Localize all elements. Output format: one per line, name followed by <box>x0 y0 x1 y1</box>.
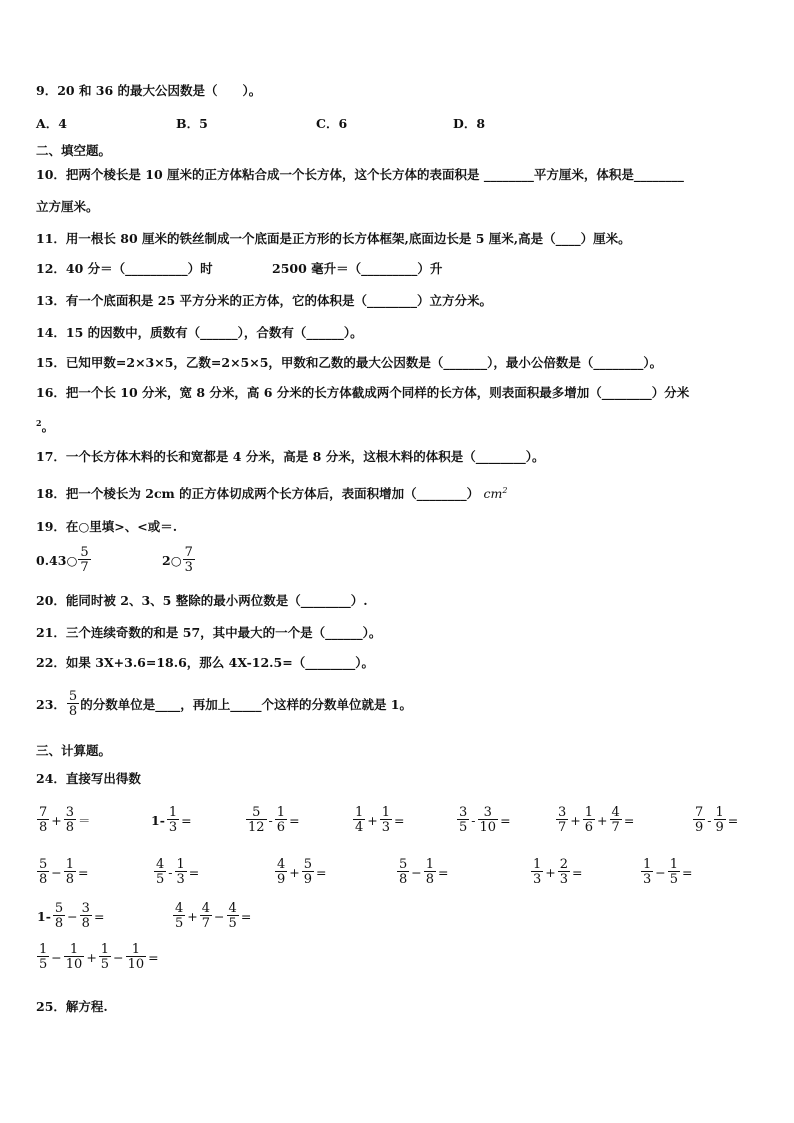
question-22: 22．如果 3X+3.6=18.6，那么 4X-12.5=（________）。 <box>36 655 374 670</box>
fraction: $\frac{3}{5}$ <box>459 805 468 835</box>
calc-equals: = <box>727 812 739 828</box>
question-12-part1: 12．40 分＝（__________）时 <box>36 261 213 276</box>
question-23 <box>36 690 412 718</box>
fraction: $\frac{3}{8}$ <box>65 805 75 835</box>
fraction: $\frac{5}{8}$ <box>54 901 64 931</box>
calc-operator: - <box>471 812 476 828</box>
calc-equals: = <box>682 864 693 880</box>
calc-lead: 1- <box>151 812 165 828</box>
calc-equals: = <box>240 908 252 924</box>
section-heading-calculation: 三、计算题。 <box>36 743 112 758</box>
q23-prefix: 23． <box>36 697 66 712</box>
fraction: $\frac{3}{7}$ <box>558 805 567 835</box>
q18-text: 18．把一个棱长为 2cm 的正方体切成两个长方体后，表面积增加（________） <box>36 486 480 502</box>
q19-item-1 <box>36 546 92 574</box>
calc-equals: = <box>181 812 192 828</box>
question-18 <box>36 482 507 503</box>
calc-operator: − <box>67 908 78 924</box>
calc-operator: − <box>214 908 225 924</box>
fraction: $\frac{4}{5}$ <box>228 901 237 931</box>
fraction: $\frac{2}{3}$ <box>559 857 569 887</box>
calc-expression-e13 <box>640 858 694 886</box>
calc-operator: + <box>545 864 556 880</box>
fraction: $\frac{4}{5}$ <box>175 901 184 931</box>
calc-equals: = <box>394 812 405 828</box>
fraction: $\frac{1}{9}$ <box>715 805 724 835</box>
question-15: 15．已知甲数=2×3×5，乙数=2×5×5，甲数和乙数的最大公因数是（_______），最小公倍数是（________）。 <box>36 355 663 370</box>
question-21: 21．三个连续奇数的和是 57，其中最大的一个是（______）。 <box>36 625 382 640</box>
calc-operator: + <box>86 949 97 965</box>
fraction: $\frac{1}{8}$ <box>65 857 75 887</box>
fraction: $\frac{4}{9}$ <box>277 857 286 887</box>
calc-operator: - <box>268 812 273 828</box>
fraction: $\frac{1}{8}$ <box>425 857 435 887</box>
fraction: $\frac{1}{6}$ <box>584 805 594 835</box>
question-24-title: 24．直接写出得数 <box>36 771 141 786</box>
q9-option-d: D．8 <box>453 116 486 131</box>
question-19: 19．在○里填>、<或＝. <box>36 519 178 534</box>
calc-expression-e12 <box>530 858 584 886</box>
fraction: $\frac{5}{8}$ <box>39 857 48 887</box>
fraction: $\frac{7}{8}$ <box>39 805 48 835</box>
question-14: 14．15 的因数中，质数有（______），合数有（______）。 <box>36 325 363 340</box>
q19-item-1-fraction: $\frac{5}{7}$ <box>80 545 89 575</box>
question-11: 11．用一根长 80 厘米的铁丝制成一个底面是正方形的长方体框架,底面边长是 5 厘米,高是（____）厘米。 <box>36 231 631 246</box>
calc-equals: = <box>289 812 300 828</box>
fraction: $\frac{4}{7}$ <box>611 805 620 835</box>
fraction: $\frac{1}{3}$ <box>643 857 652 887</box>
calc-operator: − <box>51 949 62 965</box>
calc-equals: = <box>93 908 105 924</box>
calc-operator: + <box>51 812 62 828</box>
calc-expression-e3 <box>245 806 301 834</box>
q18-unit: $cm^2$ <box>483 486 508 502</box>
question-25: 25．解方程. <box>36 999 108 1014</box>
q19-item-2-fraction: $\frac{7}{3}$ <box>184 545 193 575</box>
calc-expression-e5 <box>456 806 512 834</box>
calc-expression-e15 <box>172 902 252 930</box>
q9-option-a: A．4 <box>36 116 67 131</box>
fraction: $\frac{1}{10}$ <box>127 942 145 972</box>
calc-equals: = <box>500 812 511 828</box>
fraction: $\frac{5}{8}$ <box>399 857 408 887</box>
q9-option-b: B．5 <box>176 116 208 131</box>
question-16-line1: 16．把一个长 10 分米，宽 8 分米，高 6 分米的长方体截成两个同样的长方体，则表面积最多增加（________）分米 <box>36 385 690 400</box>
calc-equals: = <box>438 864 449 880</box>
calc-operator: + <box>367 812 378 828</box>
question-17: 17．一个长方体木料的长和宽都是 4 分米，高是 8 分米，这根木料的体积是（________）。 <box>36 449 545 464</box>
fraction: $\frac{1}{5}$ <box>669 857 679 887</box>
calc-operator: − <box>655 864 666 880</box>
calc-operator: + <box>289 864 300 880</box>
fraction: $\frac{1}{5}$ <box>39 942 48 972</box>
calc-operator: + <box>570 812 581 828</box>
fraction: $\frac{1}{6}$ <box>276 805 286 835</box>
fraction: $\frac{1}{3}$ <box>176 857 185 887</box>
calc-expression-e1 <box>36 806 92 834</box>
calc-expression-e2 <box>150 806 193 834</box>
fraction: $\frac{4}{7}$ <box>201 901 211 931</box>
q9-text: 9．20 和 36 的最大公因数是（ ）。 <box>36 83 262 98</box>
calc-equals: ＝ <box>78 813 91 828</box>
fraction: $\frac{1}{3}$ <box>381 805 391 835</box>
section-heading-fill-blank: 二、填空题。 <box>36 143 112 158</box>
calc-expression-e10 <box>274 858 328 886</box>
q9-option-c: C．6 <box>316 116 348 131</box>
question-12-part2: 2500 毫升＝（_________）升 <box>272 261 443 276</box>
q16-superscript: 2 <box>36 418 42 428</box>
calc-expression-e11 <box>396 858 450 886</box>
question-20: 20．能同时被 2、3、5 整除的最小两位数是（________）. <box>36 593 368 608</box>
calc-expression-e4 <box>352 806 406 834</box>
calc-lead: 1- <box>37 908 51 924</box>
calc-operator: + <box>597 812 608 828</box>
question-10-line1: 10．把两个棱长是 10 厘米的正方体粘合成一个长方体，这个长方体的表面积是 ________平方厘米，体积是________ <box>36 167 684 182</box>
question-10-line2: 立方厘米。 <box>36 199 99 214</box>
fraction: $\frac{1}{5}$ <box>100 942 110 972</box>
fraction: $\frac{1}{3}$ <box>533 857 542 887</box>
calc-operator: - <box>707 812 712 828</box>
calc-operator: + <box>187 908 198 924</box>
calc-equals: = <box>623 812 635 828</box>
fraction: $\frac{1}{3}$ <box>168 805 178 835</box>
calc-equals: = <box>572 864 583 880</box>
fraction: $\frac{5}{9}$ <box>303 857 313 887</box>
fraction: $\frac{3}{8}$ <box>81 901 90 931</box>
q23-text: 的分数单位是____，再加上_____个这样的分数单位就是 1。 <box>80 697 412 712</box>
q19-item-1-left: 0.43○ <box>36 552 78 568</box>
calc-expression-e14 <box>36 902 105 930</box>
fraction: $\frac{1}{4}$ <box>355 805 364 835</box>
question-13: 13．有一个底面积是 25 平方分米的正方体，它的体积是（________）立方分米。 <box>36 293 492 308</box>
calc-operator: − <box>113 949 124 965</box>
fraction: $\frac{5}{12}$ <box>248 805 265 835</box>
calc-equals: = <box>78 864 89 880</box>
fraction: $\frac{3}{10}$ <box>479 805 497 835</box>
calc-operator: - <box>168 864 173 880</box>
question-16-line2 <box>36 414 54 436</box>
calc-expression-e7 <box>692 806 739 834</box>
q23-fraction: $\frac{5}{8}$ <box>68 689 78 719</box>
q19-item-2-left: 2○ <box>162 552 182 568</box>
q19-item-2 <box>162 546 196 574</box>
calc-operator: − <box>411 864 422 880</box>
fraction: $\frac{7}{9}$ <box>695 805 704 835</box>
calc-expression-e16 <box>36 943 160 971</box>
calc-operator: − <box>51 864 62 880</box>
q16-tail: 。 <box>41 419 55 435</box>
calc-equals: = <box>188 864 200 880</box>
calc-expression-e9 <box>153 858 200 886</box>
fraction: $\frac{4}{5}$ <box>156 857 165 887</box>
calc-expression-e6 <box>555 806 635 834</box>
calc-expression-e8 <box>36 858 90 886</box>
calc-equals: = <box>148 949 159 965</box>
fraction: $\frac{1}{10}$ <box>65 942 83 972</box>
calc-equals: = <box>316 864 327 880</box>
